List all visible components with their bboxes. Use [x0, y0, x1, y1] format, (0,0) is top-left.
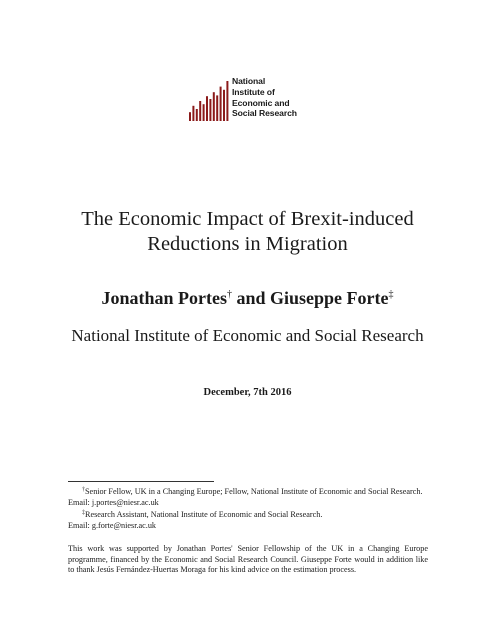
footnotes [68, 485, 428, 531]
paper-title-line-2: Reductions in Migration [147, 233, 348, 255]
footnote-2-mark: ‡ [82, 510, 85, 517]
logo-bar [206, 96, 208, 121]
author-line [0, 288, 495, 309]
paper-title-line-1: The Economic Impact of Brexit-induced [81, 208, 414, 230]
logo-bar [223, 90, 225, 121]
niesr-logo-text [232, 76, 297, 119]
footnote-1 [68, 485, 428, 498]
footnote-2-text: Research Assistant, National Institute of Economic and Social Research. [85, 510, 323, 520]
footnote-rule [68, 481, 214, 482]
logo-bar [189, 112, 191, 121]
footnote-2 [68, 508, 428, 521]
logo-bar [192, 106, 194, 121]
footnote-1-mark: † [82, 487, 85, 493]
logo-bar [220, 87, 222, 121]
author-conjunction: and [231, 288, 271, 308]
logo-bar [226, 81, 228, 121]
logo-bar [213, 92, 215, 121]
publication-date: December, 7th 2016 [203, 387, 292, 398]
logo-line-3: Economic and [232, 97, 290, 108]
footnote-2-email: Email: g.forte@niesr.ac.uk [68, 520, 157, 530]
author-1: Jonathan Portes [101, 288, 227, 308]
logo-bar [216, 95, 218, 121]
logo-line-1: National [232, 76, 266, 86]
niesr-logo [188, 74, 318, 124]
affiliation: National Institute of Economic and Social Research [71, 326, 424, 345]
paper-title [0, 207, 495, 257]
logo-line-2: Institute of [232, 86, 275, 97]
author-2: Giuseppe Forte [270, 288, 389, 308]
logo-bar [203, 104, 205, 121]
logo-bar [199, 101, 201, 121]
footnote-1-text: Senior Fellow, UK in a Changing Europe; Fellow, National Institute of Economic and Social Research. [85, 487, 423, 496]
footnote-1-email: Email: j.portes@niesr.ac.uk [68, 497, 159, 507]
niesr-logo-bars-icon [188, 74, 232, 122]
logo-bar [196, 109, 198, 121]
logo-line-4: Social Research [232, 108, 297, 119]
author-2-footnote-mark: ‡ [388, 289, 394, 300]
logo-bar [209, 99, 211, 121]
author-1-footnote-mark: † [226, 289, 232, 300]
acknowledgement: This work was supported by Jonathan Portes' Senior Fellowship of the UK in a Changing Europe programme, financed by the Economic and Social Research Council. Giuseppe Forte would in addition like to thank Jesús Fernández-Huertas Moraga for his kind advice on the estimation process. [68, 544, 428, 575]
